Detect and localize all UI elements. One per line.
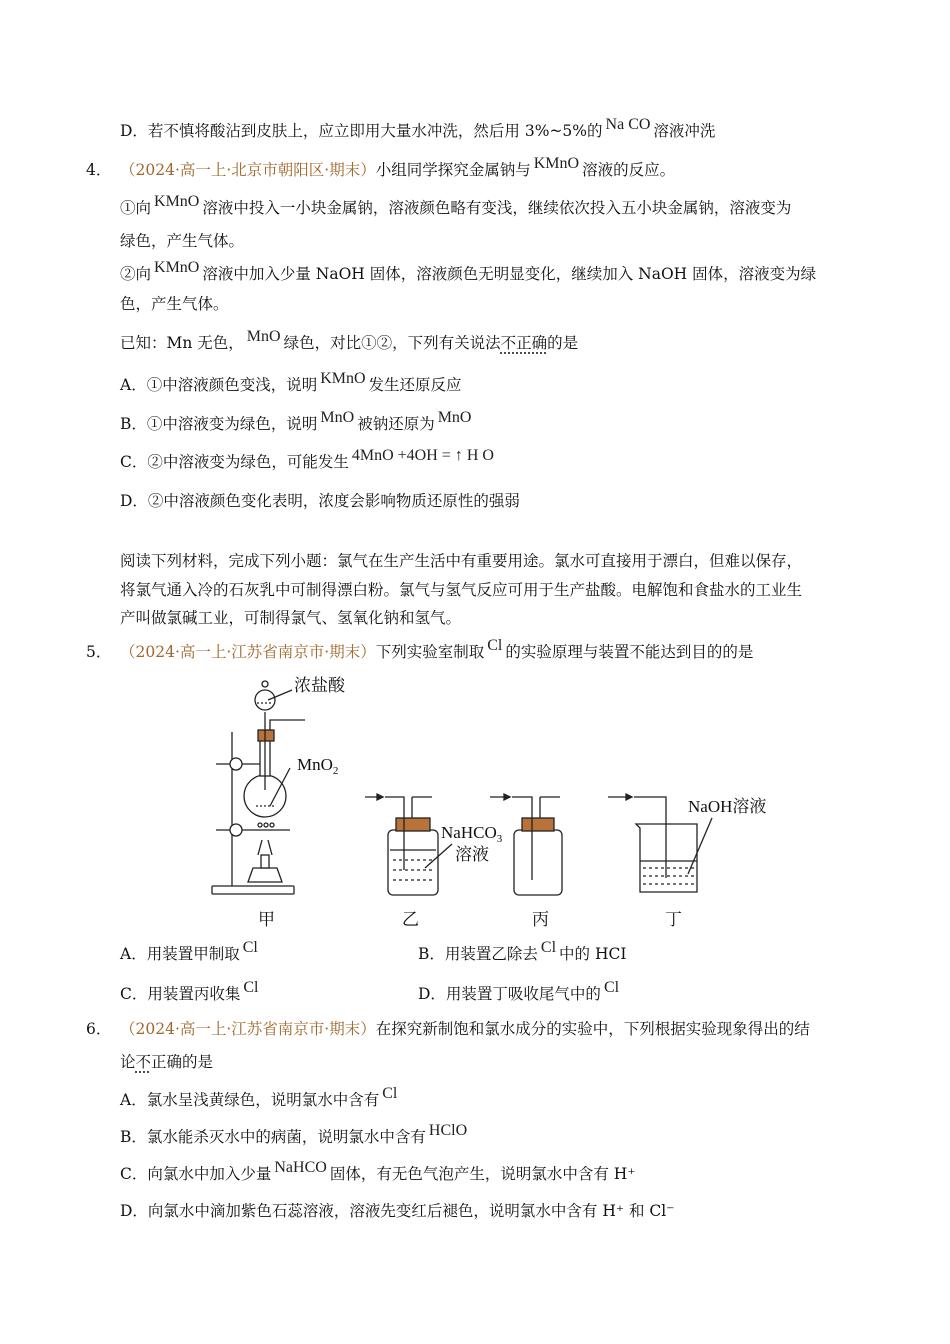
chemical-formula: MnO bbox=[320, 409, 355, 426]
question-line bbox=[86, 637, 754, 663]
text: 溶液中投入一小块金属钠，溶液颜色略有变浅，继续依次投入五小块金属钠，溶液变为 bbox=[202, 199, 792, 217]
text: 溶液的反应。 bbox=[582, 161, 676, 179]
chemical-formula: HClO bbox=[428, 1122, 468, 1139]
text: D．若不慎将酸沾到皮肤上，应立即用大量水冲洗，然后用 3%~5%的 bbox=[120, 122, 603, 140]
text: 已知： bbox=[120, 334, 167, 352]
question-number: 5． bbox=[86, 643, 112, 661]
text-line bbox=[120, 608, 461, 628]
label-nahco3: NaHCO$_3$ bbox=[441, 823, 503, 845]
text: 的是 bbox=[547, 334, 579, 352]
emphasis-text: 不正确 bbox=[500, 334, 548, 352]
text: 论 bbox=[120, 1053, 136, 1071]
text-line bbox=[120, 979, 262, 1005]
chemical-formula: Na CO bbox=[605, 116, 651, 133]
label-mno2: MnO$_2$ bbox=[297, 755, 339, 777]
text-line bbox=[120, 1122, 470, 1148]
label-bing: 丙 bbox=[532, 910, 549, 929]
text-line bbox=[120, 551, 802, 571]
text-line bbox=[418, 979, 622, 1005]
text: C．向氯水中加入少量 bbox=[120, 1165, 272, 1183]
text-line bbox=[120, 1052, 213, 1072]
text-line bbox=[120, 1201, 674, 1221]
text: D．用装置丁吸收尾气中的 bbox=[418, 985, 601, 1003]
text: 被钠还原为 bbox=[357, 415, 435, 433]
label-ding: 丁 bbox=[665, 910, 682, 929]
question-source: （2024·高一上·江苏省南京市·期末） bbox=[120, 643, 376, 661]
chemical-formula: Cl bbox=[540, 939, 557, 956]
text-line bbox=[120, 294, 229, 314]
question-source: （2024·高一上·江苏省南京市·期末） bbox=[120, 1020, 376, 1038]
text: C．用装置丙收集 bbox=[120, 985, 241, 1003]
label-jia: 甲 bbox=[258, 910, 275, 929]
label-conc-hcl: 浓盐酸 bbox=[294, 676, 345, 695]
chemical-formula: Cl bbox=[243, 979, 259, 996]
text-line bbox=[120, 116, 716, 142]
text: B．①中溶液变为绿色，说明 bbox=[120, 415, 318, 433]
text-line bbox=[120, 447, 497, 473]
chemical-formula: Cl bbox=[487, 637, 503, 654]
label-naoh: NaOH溶液 bbox=[688, 797, 767, 816]
text-line bbox=[120, 409, 474, 435]
text: 固体，有无色气泡产生，说明氯水中含有 H⁺ bbox=[329, 1165, 636, 1183]
question-line bbox=[86, 155, 676, 181]
text: D．②中溶液颜色变化表明，浓度会影响物质还原性的强弱 bbox=[120, 492, 520, 510]
text: 发生还原反应 bbox=[368, 376, 462, 394]
text: 阅读下列材料，完成下列小题：氯气在生产生活中有重要用途。氯水可直接用于漂白，但难以保存， bbox=[120, 552, 803, 570]
label-yi: 乙 bbox=[402, 910, 419, 929]
text-line bbox=[418, 939, 627, 965]
question-line bbox=[86, 1019, 810, 1039]
text-line bbox=[120, 939, 261, 965]
question-source: （2024·高一上·北京市朝阳区·期末） bbox=[120, 161, 376, 179]
text: C．②中溶液变为绿色，可能发生 bbox=[120, 453, 349, 471]
chemical-formula: KMnO bbox=[320, 370, 366, 387]
text: Mn 无色， bbox=[166, 334, 244, 352]
text: ②向 bbox=[120, 265, 152, 283]
text-line bbox=[120, 259, 817, 285]
text-line bbox=[120, 328, 579, 354]
chemical-formula: Cl bbox=[242, 939, 258, 956]
text-line bbox=[120, 370, 462, 396]
text: A．氯水呈浅黄绿色，说明氯水中含有 bbox=[120, 1091, 380, 1109]
text: 绿色，产生气体。 bbox=[120, 232, 245, 250]
text: 绿色，对比①②，下列有关说法 bbox=[283, 334, 501, 352]
text: 产叫做氯碱工业，可制得氯气、氢氧化钠和氢气。 bbox=[120, 609, 462, 627]
text: 小组同学探究金属钠与 bbox=[375, 161, 531, 179]
text: 的实验原理与装置不能达到目的的是 bbox=[505, 643, 754, 661]
text: 中的 HCI bbox=[559, 945, 627, 963]
text-line bbox=[120, 491, 520, 511]
text-line bbox=[120, 193, 792, 219]
chemical-formula: Cl bbox=[382, 1085, 398, 1102]
text: 下列实验室制取 bbox=[375, 643, 485, 661]
question-number: 6． bbox=[86, 1020, 112, 1038]
text: 在探究新制饱和氯水成分的实验中，下列根据实验现象得出的结 bbox=[375, 1020, 810, 1038]
chemical-formula: MnO bbox=[437, 409, 472, 426]
chemical-formula: KMnO bbox=[154, 193, 200, 210]
chemical-formula: Cl bbox=[603, 979, 620, 996]
text: A．①中溶液颜色变浅，说明 bbox=[120, 376, 318, 394]
text-line bbox=[120, 580, 802, 600]
text-line bbox=[120, 1085, 400, 1111]
emphasis-text: 不 bbox=[135, 1053, 152, 1071]
chemical-formula: 4MnO +4OH = ↑ H O bbox=[351, 447, 494, 464]
text-line bbox=[120, 231, 244, 251]
apparatus-jia bbox=[212, 681, 305, 894]
chemical-formula: MnO bbox=[246, 328, 281, 345]
text: 溶液中加入少量 NaOH 固体，溶液颜色无明显变化，继续加入 NaOH 固体，溶液变为绿 bbox=[202, 265, 817, 283]
text: 将氯气通入冷的石灰乳中可制得漂白粉。氯气与氢气反应可用于生产盐酸。电解饱和食盐水的工业生 bbox=[120, 581, 803, 599]
text-line bbox=[120, 1159, 636, 1185]
text: D．向氯水中滴加紫色石蕊溶液，溶液先变红后褪色，说明氯水中含有 H⁺ 和 Cl⁻ bbox=[120, 1202, 675, 1220]
chemical-formula: KMnO bbox=[154, 259, 200, 276]
text: 色，产生气体。 bbox=[120, 295, 229, 313]
text: A．用装置甲制取 bbox=[120, 945, 240, 963]
question-number: 4． bbox=[86, 161, 112, 179]
text: B．用装置乙除去 bbox=[418, 945, 538, 963]
text: 正确的是 bbox=[151, 1053, 214, 1071]
text: ①向 bbox=[120, 199, 152, 217]
text: 溶液冲洗 bbox=[653, 122, 716, 140]
apparatus-yi bbox=[365, 794, 452, 895]
label-nahco3-solution: 溶液 bbox=[455, 845, 489, 864]
chemical-formula: KMnO bbox=[533, 155, 580, 172]
chemical-formula: NaHCO bbox=[274, 1159, 327, 1176]
text: B．氯水能杀灭水中的病菌，说明氯水中含有 bbox=[120, 1128, 426, 1146]
